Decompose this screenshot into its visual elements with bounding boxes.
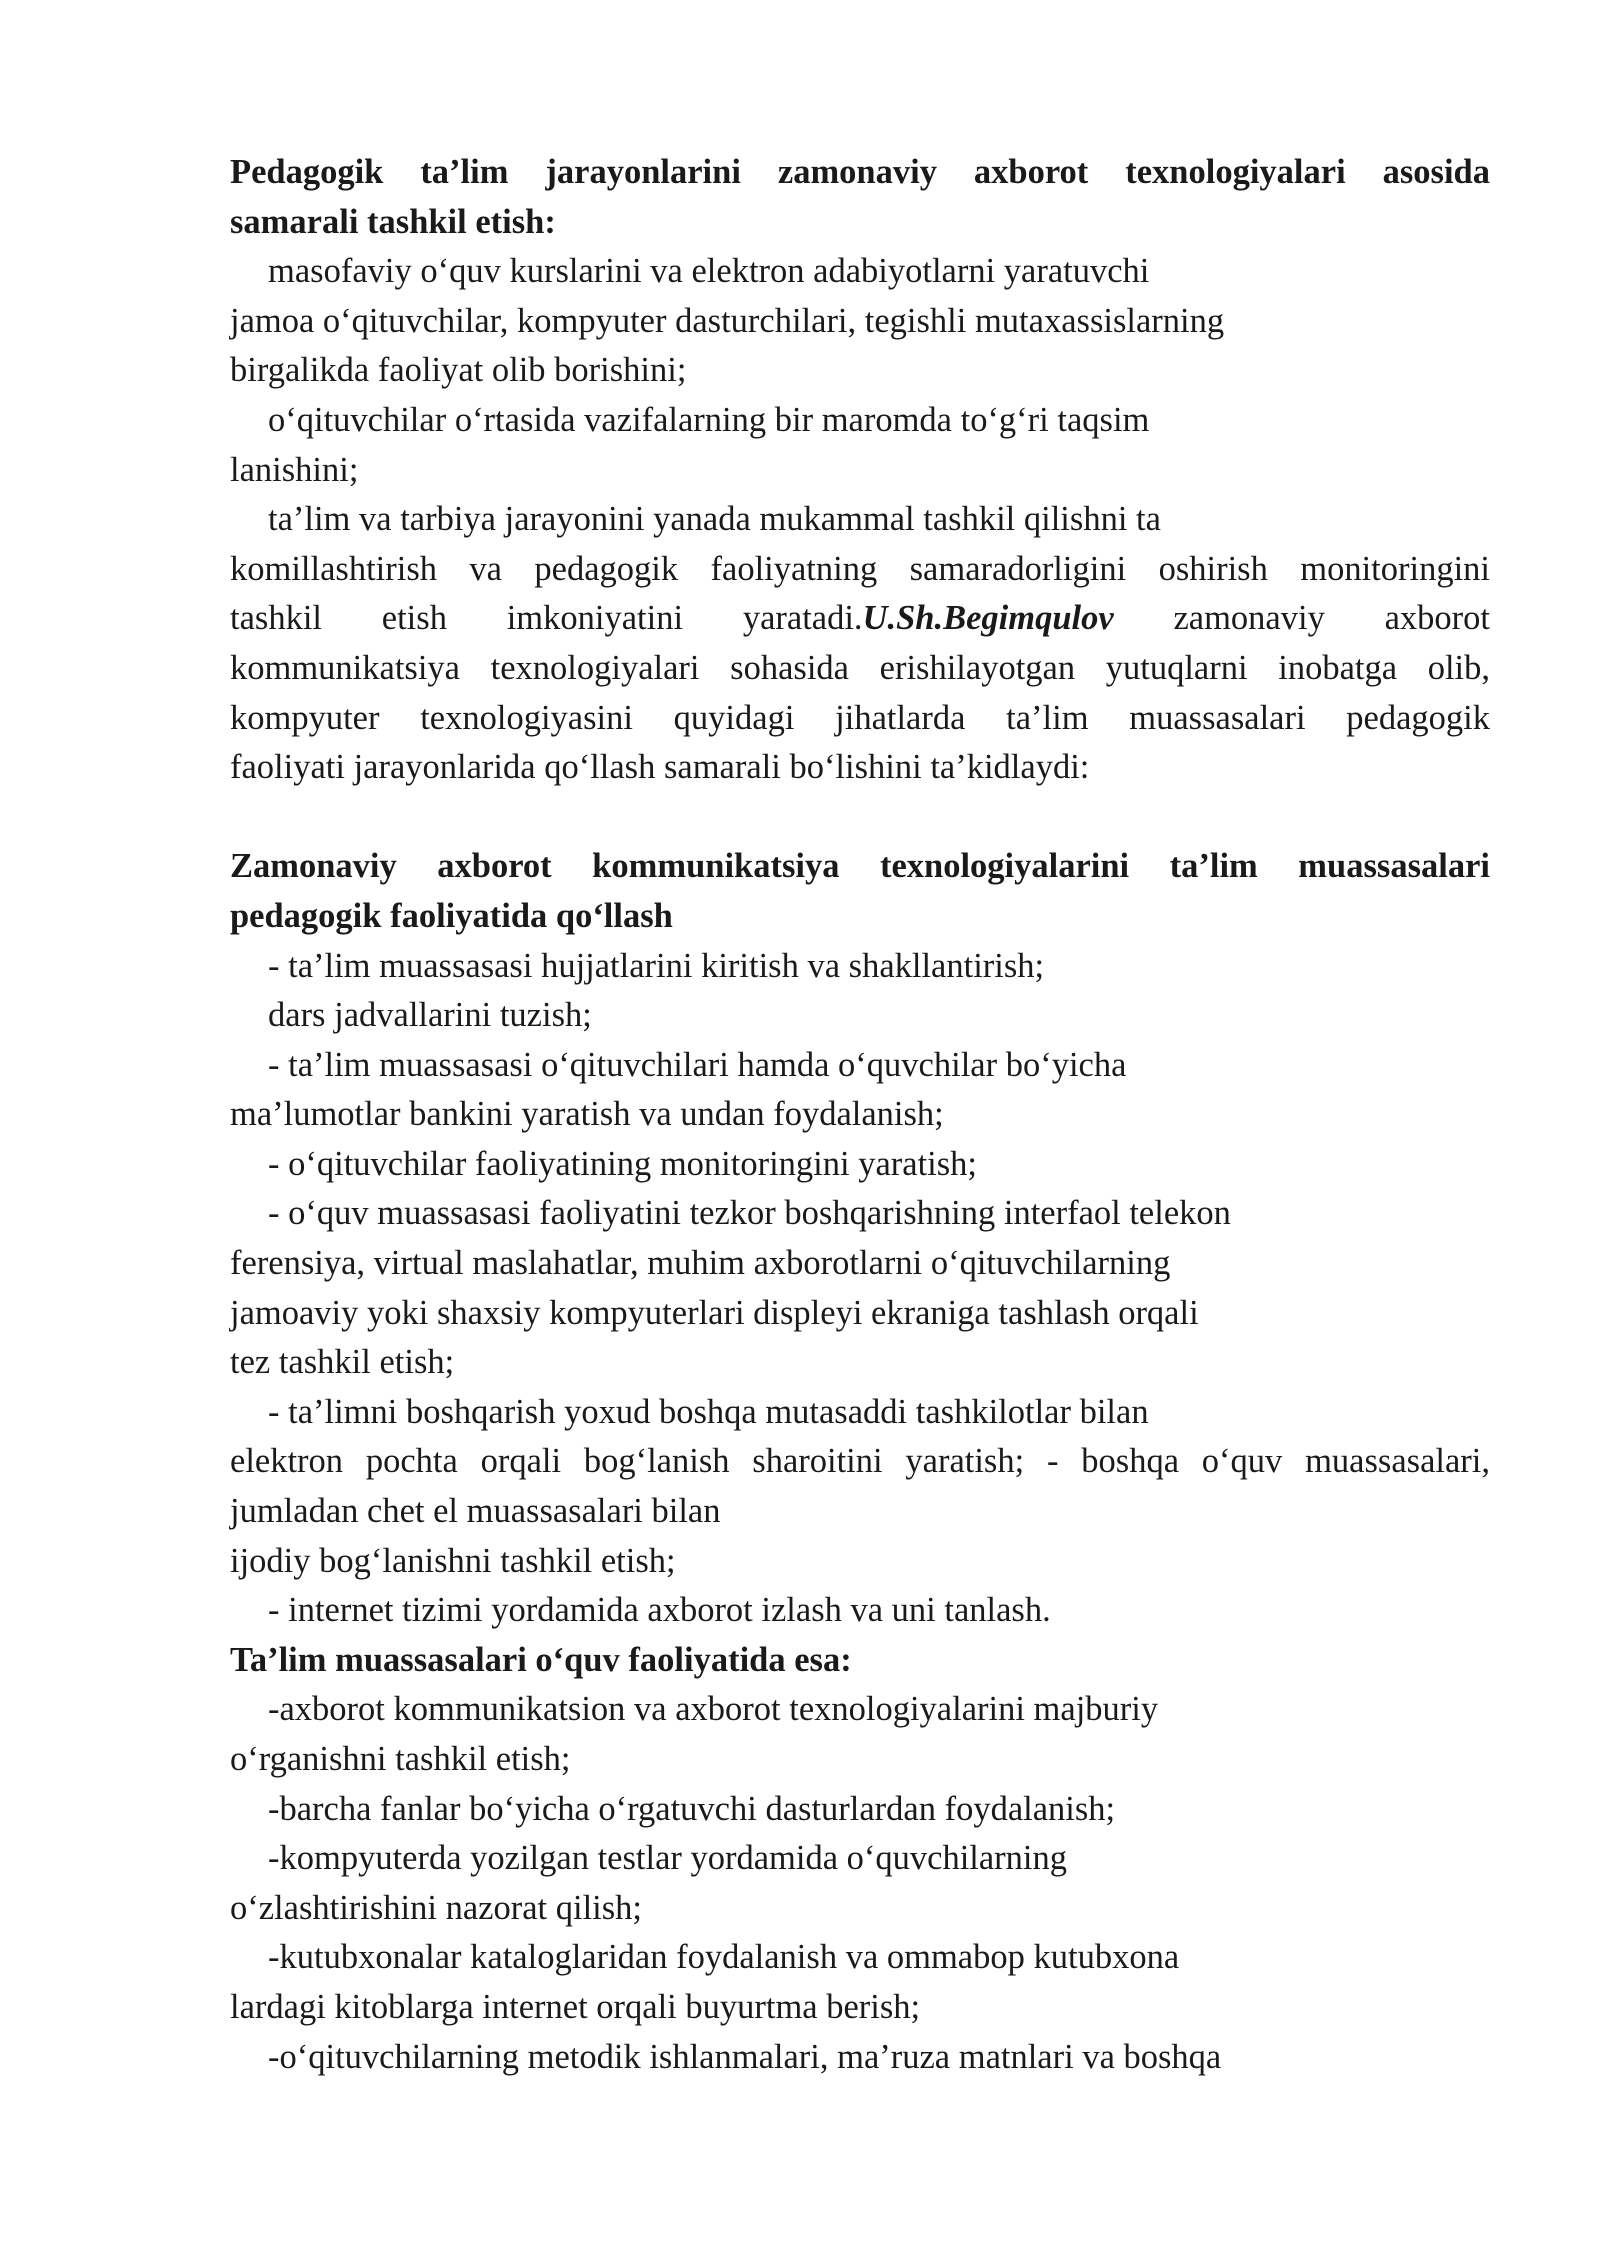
paragraph-line: kompyuter texnologiyasini quyidagi jihatlarda ta’lim muassasalari pedagogik (230, 698, 1490, 737)
list-item-line: - internet tizimi yordamida axborot izlash va uni tanlash. (268, 1591, 1051, 1630)
paragraph-line: jamoa o‘qituvchilar, kompyuter dasturchilari, tegishli mutaxassislarning (230, 301, 1225, 340)
list-item-line: lardagi kitoblarga internet orqali buyurtma berish; (230, 1987, 921, 2026)
paragraph-line: masofaviy o‘quv kurslarini va elektron adabiyotlarni yaratuvchi (268, 252, 1150, 291)
section1-heading-line2: samarali tashkil etish: (230, 202, 556, 241)
section2-heading-line2: pedagogik faoliyatida qo‘llash (230, 896, 673, 935)
section3-heading: Ta’lim muassasalari o‘quv faoliyatida esa: (230, 1640, 852, 1679)
document-page (230, 148, 1490, 2082)
list-item-line: -barcha fanlar bo‘yicha o‘rgatuvchi dasturlardan foydalanish; (268, 1789, 1116, 1828)
author-name: U.Sh.Begimqulov (862, 599, 1114, 638)
list-item-line: jamoaviy yoki shaxsiy kompyuterlari displeyi ekraniga tashlash orqali (230, 1293, 1199, 1332)
list-item-line: - ta’lim muassasasi o‘qituvchilari hamda o‘quvchilar bo‘yicha (268, 1045, 1127, 1084)
paragraph-text: zamonaviy axborot (1113, 599, 1491, 638)
list-item-line: -o‘qituvchilarning metodik ishlanmalari, ma’ruza matnlari va boshqa (268, 2037, 1222, 2076)
paragraph-line: lanishini; (230, 450, 359, 489)
blank-line (230, 793, 1490, 843)
list-item-line: o‘rganishni tashkil etish; (230, 1740, 571, 1778)
paragraph-line: faoliyati jarayonlarida qo‘llash samarali bo‘lishini ta’kidlaydi: (230, 748, 1090, 787)
paragraph-line: o‘qituvchilar o‘rtasida vazifalarning bir maromda to‘g‘ri taqsim (268, 400, 1150, 439)
list-item-line: elektron pochta orqali bog‘lanish sharoitini yaratish; - boshqa o‘quv muassasalari, (230, 1442, 1490, 1481)
list-item-line: - ta’lim muassasasi hujjatlarini kiritish va shakllantirish; (268, 946, 1045, 985)
list-item-line: -axborot kommunikatsion va axborot texnologiyalarini majburiy (268, 1690, 1159, 1729)
list-item-line: o‘zlashtirishini nazorat qilish; (230, 1888, 642, 1927)
list-item-line: -kutubxonalar kataloglaridan foydalanish va ommabop kutubxona (268, 1938, 1180, 1977)
list-item-line: -kompyuterda yozilgan testlar yordamida o‘quvchilarning (268, 1839, 1068, 1878)
list-item-line: tez tashkil etish; (230, 1343, 455, 1382)
list-item-line: ijodiy bog‘lanishni tashkil etish; (230, 1541, 676, 1580)
list-item-line: dars jadvallarini tuzish; (268, 996, 592, 1035)
list-item-line: ma’lumotlar bankini yaratish va undan foydalanish; (230, 1095, 944, 1134)
list-item-line: - o‘qituvchilar faoliyatining monitoringini yaratish; (268, 1144, 978, 1183)
paragraph-text: tashkil etish imkoniyatini yaratadi. (230, 599, 863, 638)
list-item-line: jumladan chet el muassasalari bilan (230, 1492, 721, 1531)
section2-heading-line1: Zamonaviy axborot kommunikatsiya texnologiyalarini ta’lim muassasalari (230, 847, 1490, 886)
paragraph-line: komillashtirish va pedagogik faoliyatning samaradorligini oshirish monitoringini (230, 549, 1490, 588)
section1-heading-line1: Pedagogik ta’lim jarayonlarini zamonaviy axborot texnologiyalari asosida (230, 153, 1490, 191)
list-item-line: ferensiya, virtual maslahatlar, muhim axborotlarni o‘qituvchilarning (230, 1244, 1171, 1283)
paragraph-line-with-author (230, 594, 1490, 644)
list-item-line: - o‘quv muassasasi faoliyatini tezkor boshqarishning interfaol telekon (268, 1194, 1231, 1233)
list-item-line: - ta’limni boshqarish yoxud boshqa mutasaddi tashkilotlar bilan (268, 1392, 1149, 1431)
paragraph-line: kommunikatsiya texnologiyalari sohasida erishilayotgan yutuqlarni inobatga olib, (230, 648, 1490, 687)
paragraph-line: ta’lim va tarbiya jarayonini yanada mukammal tashkil qilishni ta (268, 500, 1161, 539)
paragraph-line: birgalikda faoliyat olib borishini; (230, 351, 687, 390)
